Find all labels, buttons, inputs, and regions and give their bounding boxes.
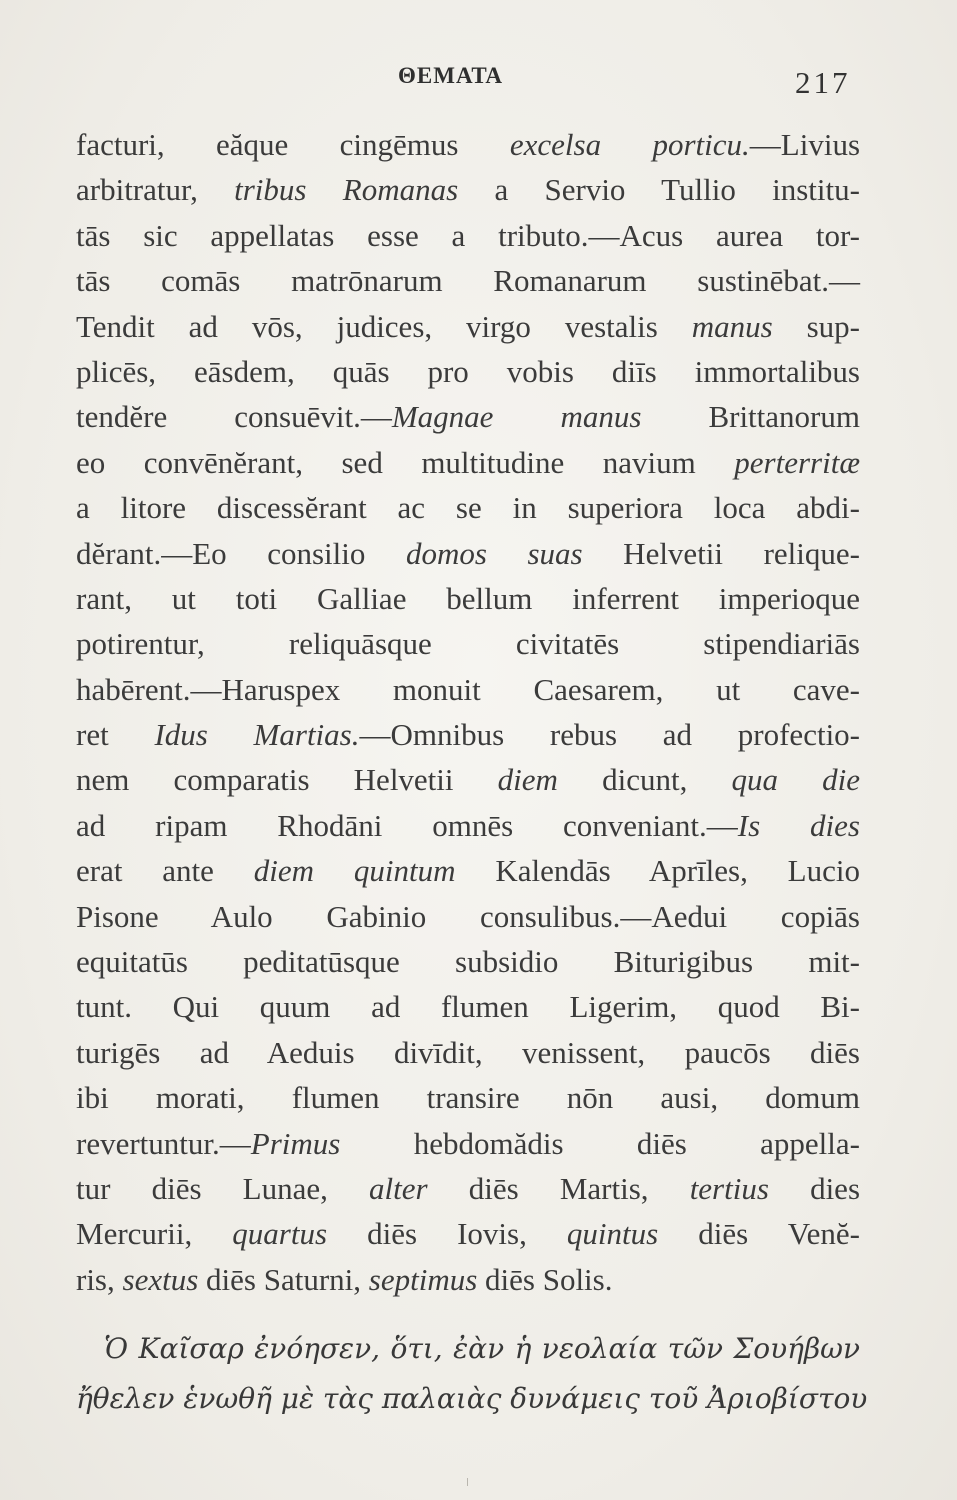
- text-line: [76, 576, 860, 621]
- latin-exercise-text: [76, 122, 860, 1302]
- text-segment: diēs Saturni,: [198, 1261, 369, 1297]
- text-line: [76, 803, 860, 848]
- text-segment: arbitratur,: [76, 172, 235, 208]
- text-line: [76, 1075, 860, 1120]
- text-line: [76, 167, 860, 212]
- text-line: [76, 440, 860, 485]
- text-segment: tur diēs Lunae,: [76, 1170, 370, 1206]
- text-line: [76, 394, 860, 439]
- text-line: [76, 122, 860, 167]
- italic-term: Idus Martias.: [154, 717, 360, 753]
- greek-exercise-text: [76, 1324, 868, 1424]
- text-line: [76, 258, 860, 303]
- text-line: [76, 1166, 860, 1211]
- italic-term: excelsa porticu.: [509, 127, 750, 162]
- text-segment: nem comparatis Helvetii: [76, 762, 498, 798]
- text-segment: ris,: [76, 1261, 123, 1297]
- italic-term: quintus: [566, 1216, 659, 1252]
- italic-term: alter: [369, 1170, 428, 1206]
- text-line: [76, 1121, 860, 1166]
- text-line: [76, 894, 860, 939]
- text-line: [76, 485, 860, 530]
- text-segment: hebdomădis diēs appella-: [340, 1125, 860, 1161]
- italic-term: diem: [497, 762, 558, 798]
- text-segment: ibi morati, flumen transire nōn ausi, domum: [76, 1080, 860, 1116]
- text-line: [76, 667, 860, 712]
- text-line: [76, 1030, 860, 1075]
- text-line: [76, 712, 860, 757]
- text-segment: Helvetii relique-: [582, 535, 860, 571]
- text-segment: potirentur, reliquāsque civitatēs stipendiariās: [76, 626, 860, 662]
- text-segment: Tendit ad vōs, judices, virgo vestalis: [76, 308, 692, 344]
- italic-term: domos suas: [405, 535, 583, 571]
- text-segment: Mercurii,: [76, 1216, 233, 1252]
- italic-term: diem quintum: [253, 853, 456, 889]
- italic-term: qua die: [731, 762, 860, 798]
- text-segment: diēs Venĕ-: [658, 1216, 860, 1252]
- italic-term: sextus: [122, 1261, 199, 1297]
- text-segment: a Servio Tullio institu-: [458, 172, 860, 208]
- text-line: [76, 213, 860, 258]
- text-segment: sup-: [772, 308, 861, 344]
- text-segment: Pisone Aulo Gabinio consulibus.—Aedui copiās: [76, 898, 860, 934]
- text-segment: dies: [768, 1170, 861, 1206]
- italic-term: manus: [691, 308, 773, 344]
- italic-term: Is dies: [737, 807, 860, 843]
- page-number: 217: [795, 65, 851, 100]
- running-head: [0, 55, 957, 100]
- text-line: [76, 304, 860, 349]
- text-segment: diēs Solis.: [477, 1261, 613, 1297]
- text-segment: Brittanorum: [641, 399, 860, 435]
- text-segment: erat ante: [76, 853, 254, 889]
- text-segment: tunt. Qui quum ad flumen Ligerim, quod Bi-: [76, 989, 860, 1025]
- text-segment: a litore discessĕrant ac se in superiora loca abdi-: [76, 490, 860, 526]
- text-segment: facturi, eăque cingēmus: [76, 127, 510, 162]
- italic-term: tertius: [689, 1170, 769, 1206]
- text-segment: plicēs, eāsdem, quās pro vobis diīs immortalibus: [76, 353, 860, 389]
- running-head-title: ΘΕΜΑΤΑ: [398, 63, 504, 88]
- text-line: [76, 984, 860, 1029]
- text-segment: eo convēnĕrant, sed multitudine navium: [76, 444, 735, 480]
- text-line: [76, 939, 860, 984]
- italic-term: Magnae manus: [391, 399, 642, 435]
- text-line: [76, 349, 860, 394]
- text-segment: tās sic appellatas esse a tributo.—Acus aurea tor-: [76, 217, 860, 253]
- text-segment: ad ripam Rhodāni omnēs conveniant.—: [76, 807, 738, 843]
- italic-term: septimus: [368, 1261, 478, 1297]
- text-segment: rant, ut toti Galliae bellum inferrent imperioque: [76, 580, 860, 616]
- text-segment: tās comās matrōnarum Romanarum sustinēbat.—: [76, 263, 860, 299]
- text-line: [76, 1257, 860, 1302]
- text-segment: revertuntur.—: [76, 1125, 251, 1161]
- text-segment: ret: [76, 717, 155, 753]
- text-segment: —Livius: [749, 127, 861, 162]
- text-segment: dĕrant.—Eo consilio: [76, 535, 406, 571]
- text-segment: Kalendās Aprīles, Lucio: [455, 853, 860, 889]
- italic-term: Primus: [250, 1125, 341, 1161]
- greek-line: ἤθελεν ἑνωθῆ μὲ τὰς παλαιὰς δυνάμεις τοῦ Ἀριοβίστου: [76, 1382, 868, 1415]
- text-segment: —Omnibus rebus ad profectio-: [359, 717, 860, 753]
- text-line: [76, 621, 860, 666]
- text-segment: diēs Martis,: [427, 1170, 690, 1206]
- greek-line: Ὁ Καῖσαρ ἐνόησεν, ὅτι, ἐὰν ἡ νεολαία τῶν Σουήβων: [104, 1332, 860, 1365]
- text-segment: habērent.—Haruspex monuit Caesarem, ut cave-: [76, 671, 860, 707]
- text-line: [76, 757, 860, 802]
- text-segment: tendĕre consuēvit.—: [76, 399, 392, 435]
- text-line: [76, 531, 860, 576]
- text-segment: equitatūs peditatūsque subsidio Biturigibus mit-: [76, 944, 860, 980]
- text-line: [76, 848, 860, 893]
- paper-speck: [467, 1478, 468, 1486]
- text-segment: dicunt,: [557, 762, 732, 798]
- italic-term: tribus Romanas: [234, 172, 459, 208]
- italic-term: quartus: [232, 1216, 328, 1252]
- text-segment: diēs Iovis,: [327, 1216, 567, 1252]
- text-segment: turigēs ad Aeduis divīdit, venissent, paucōs diēs: [76, 1034, 860, 1070]
- text-line: [76, 1211, 860, 1256]
- italic-term: perterritæ: [734, 444, 860, 480]
